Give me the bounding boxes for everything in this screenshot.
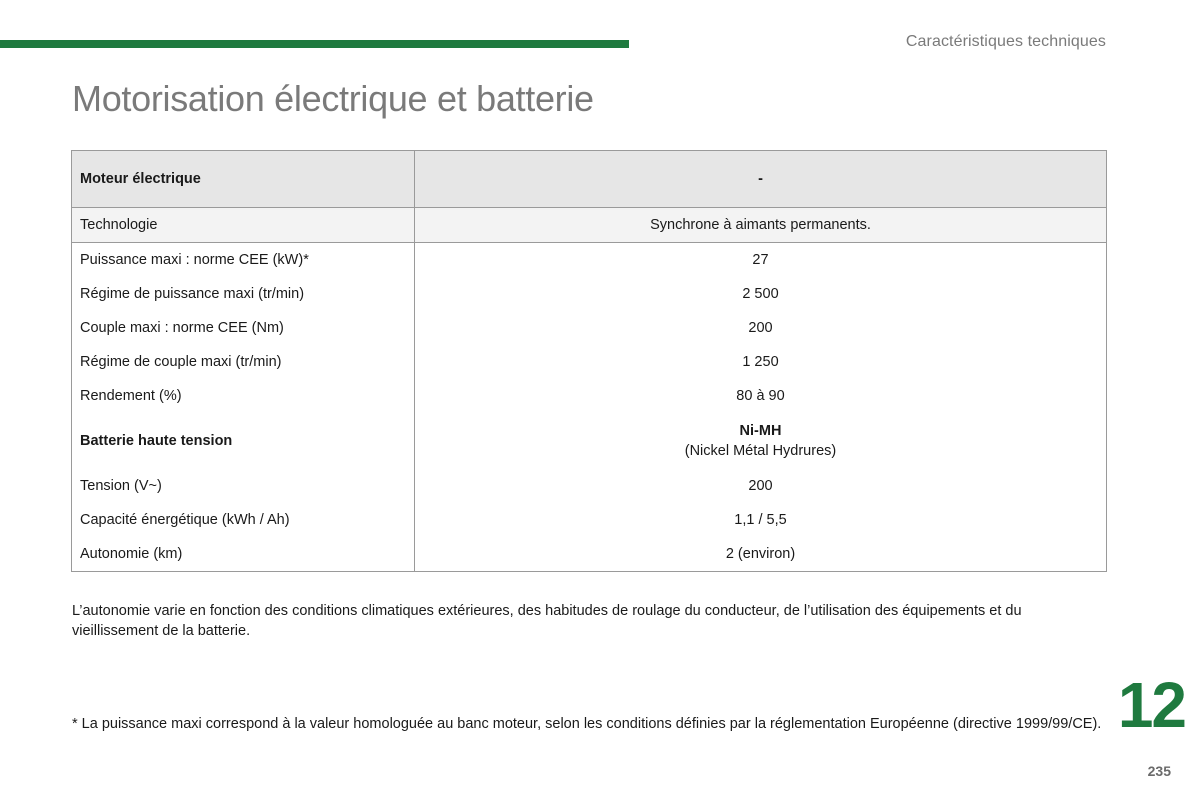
row-label: Puissance maxi : norme CEE (kW)*: [72, 243, 415, 278]
row-value: 80 à 90: [736, 388, 785, 404]
row-value: 2 (environ): [725, 546, 796, 562]
row-label: Capacité énergétique (kWh / Ah): [72, 503, 415, 537]
battery-type: Ni-MH: [739, 423, 782, 439]
section-header: Caractéristiques techniques: [905, 33, 1106, 50]
battery-value: [415, 413, 1107, 469]
row-value: 27: [752, 252, 769, 268]
table-row: [72, 243, 1107, 278]
row-label: Rendement (%): [72, 379, 415, 413]
table-header-row: [72, 151, 1107, 208]
row-value: 1,1 / 5,5: [734, 512, 787, 528]
row-label: Tension (V~): [72, 469, 415, 503]
table-subheader-row: [72, 208, 1107, 243]
table-row: [72, 469, 1107, 503]
spec-table: [71, 150, 1107, 572]
row-label: Autonomie (km): [72, 537, 415, 572]
row-value: 1 250: [742, 354, 779, 370]
table-row: [72, 277, 1107, 311]
row-value: 200: [748, 478, 773, 494]
row-value: 200: [748, 320, 773, 336]
technology-value: Synchrone à aimants permanents.: [415, 208, 1107, 243]
autonomy-note: L’autonomie varie en fonction des conditions climatiques extérieures, des habitudes de roulage du conducteur, de l’utilisation des équipements et du vieillissement de la batterie.: [72, 603, 1022, 639]
row-value: 2 500: [742, 286, 779, 302]
table-row: [72, 345, 1107, 379]
row-label: Régime de couple maxi (tr/min): [72, 345, 415, 379]
top-accent-bar: [0, 40, 629, 48]
table-header-label: Moteur électrique: [72, 151, 415, 208]
table-row: [72, 379, 1107, 413]
table-row: [72, 311, 1107, 345]
footnote: * La puissance maxi correspond à la valeur homologuée au banc moteur, selon les conditions définies par la réglementation Européenne (directive 1999/99/CE).: [72, 716, 1102, 732]
row-label: Couple maxi : norme CEE (Nm): [72, 311, 415, 345]
row-label: Régime de puissance maxi (tr/min): [72, 277, 415, 311]
table-header-value: -: [415, 151, 1107, 208]
battery-type-description: (Nickel Métal Hydrures): [684, 443, 837, 459]
chapter-number: 12: [1117, 669, 1185, 741]
battery-row: [72, 413, 1107, 469]
technology-label: Technologie: [72, 208, 415, 243]
battery-label: Batterie haute tension: [72, 413, 415, 469]
table-row: [72, 503, 1107, 537]
table-row: [72, 537, 1107, 572]
page-number: 235: [1147, 763, 1171, 779]
page-title: Motorisation électrique et batterie: [72, 78, 594, 119]
